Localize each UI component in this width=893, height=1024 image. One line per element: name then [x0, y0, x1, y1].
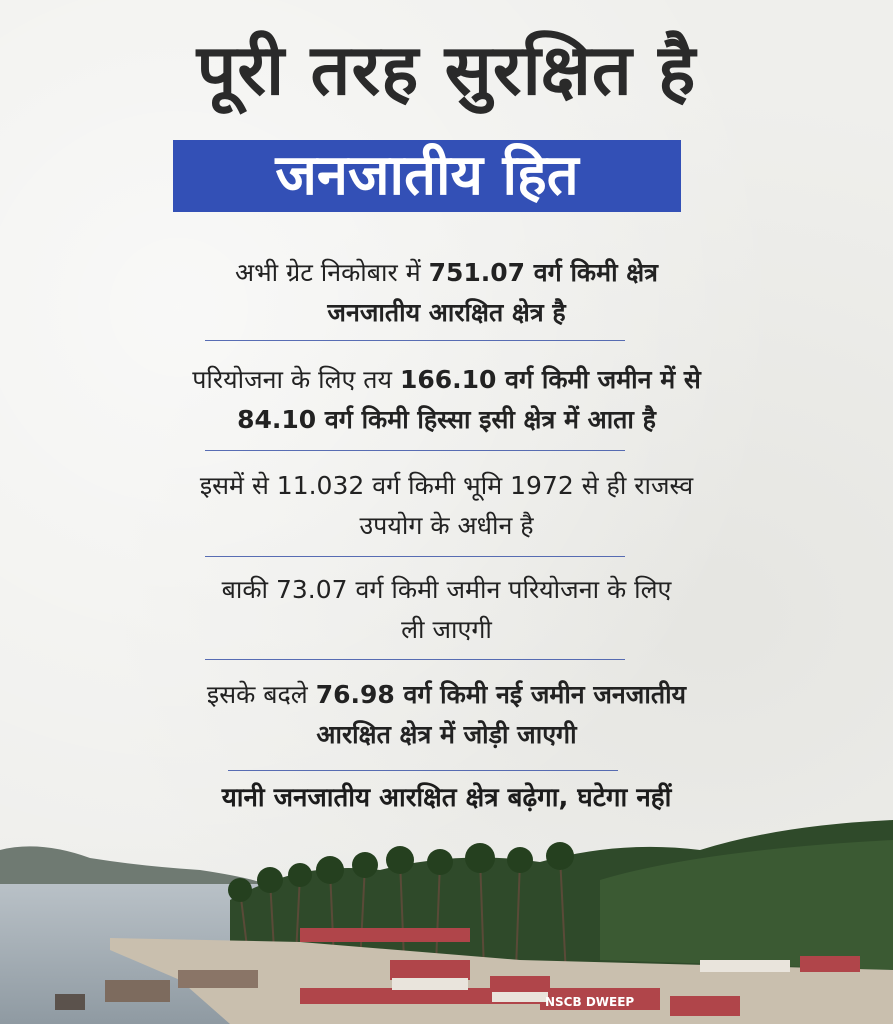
point-2: [90, 360, 803, 440]
divider-1: [205, 340, 625, 341]
sign-label: NSCB DWEEP: [545, 995, 635, 1009]
point-5-text: इसके बदले: [206, 680, 316, 709]
point-3-text-2: उपयोग के अधीन है: [359, 511, 534, 540]
rock: [55, 994, 85, 1010]
point-4-line-1: [90, 570, 803, 610]
point-3-line-2: [90, 506, 803, 546]
divider-3: [205, 556, 625, 557]
divider-2: [205, 450, 625, 451]
point-2-bold: 166.10 वर्ग किमी जमीन में से: [399, 365, 701, 394]
point-1: [90, 253, 803, 333]
jetty-block-2: [178, 970, 258, 988]
island-photo-svg: [0, 820, 893, 1024]
point-1-bold-2: जनजातीय आरक्षित क्षेत्र है: [327, 298, 566, 327]
point-5-line-1: [90, 675, 803, 715]
point-2-line-1: [90, 360, 803, 400]
point-2-line-2: [90, 400, 803, 440]
point-3: [90, 466, 803, 546]
point-3-line-1: [90, 466, 803, 506]
headline: पूरी तरह सुरक्षित है: [196, 29, 697, 111]
point-5-bold-2: आरक्षित क्षेत्र में जोड़ी जाएगी: [316, 720, 577, 749]
point-4: [90, 570, 803, 650]
point-3-text: इसमें से 11.032 वर्ग किमी भूमि 1972 से ही राजस्व: [199, 471, 694, 500]
point-1-bold: 751.07 वर्ग किमी क्षेत्र: [428, 258, 658, 287]
point-1-text: अभी ग्रेट निकोबार में: [235, 258, 429, 287]
point-5-bold: 76.98 वर्ग किमी नई जमीन जनजातीय: [315, 680, 687, 709]
point-4-text-2: ली जाएगी: [401, 615, 492, 644]
point-4-line-2: [90, 610, 803, 650]
point-4-text: बाकी 73.07 वर्ग किमी जमीन परियोजना के लिए: [221, 575, 672, 604]
jetty-block: [105, 980, 170, 1002]
point-2-bold-2: 84.10 वर्ग किमी हिस्सा इसी क्षेत्र में आता है: [237, 405, 656, 434]
point-1-line-2: [90, 293, 803, 333]
island-photo: [0, 820, 893, 1024]
divider-5: [228, 770, 618, 771]
point-2-text: परियोजना के लिए तय: [192, 365, 400, 394]
divider-4: [205, 659, 625, 660]
point-5-line-2: [90, 715, 803, 755]
conclusion: यानी जनजातीय आरक्षित क्षेत्र बढ़ेगा, घटेगा नहीं: [221, 783, 672, 813]
point-5: [90, 675, 803, 755]
headline-highlight: जनजातीय हित: [173, 140, 681, 212]
point-1-line-1: [90, 253, 803, 293]
